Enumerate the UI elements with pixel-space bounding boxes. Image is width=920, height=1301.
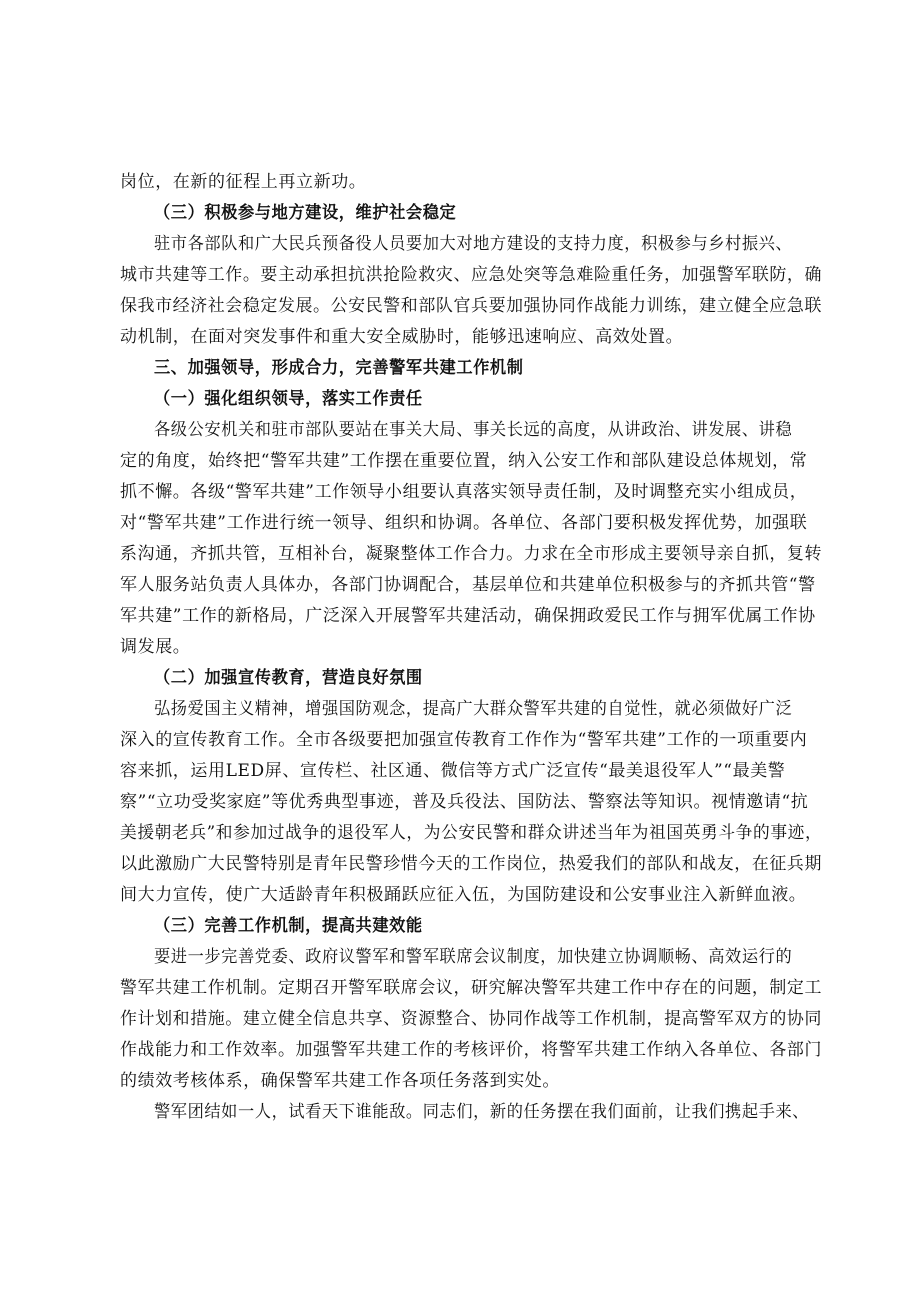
body-line: 岗位，在新的征程上再立新功。 xyxy=(120,172,367,192)
body-line: 对“警军共建”工作进行统一领导、组织和协调。各单位、各部门要积极发挥优势，加强联 xyxy=(120,513,808,533)
body-line: 美援朝老兵”和参加过战争的退役军人，为公安民警和群众讲述当年为祖国英勇斗争的事迹， xyxy=(120,823,823,843)
body-line: 深入的宣传教育工作。全市各级要把加强宣传教育工作作为“警军共建”工作的一项重要内 xyxy=(120,730,808,750)
section-heading: （三）积极参与地方建设，维护社会稳定 xyxy=(154,203,457,223)
section-heading: （二）加强宣传教育，营造良好氛围 xyxy=(154,668,423,688)
body-line: 调发展。 xyxy=(120,637,191,657)
body-line: 要进一步完善党委、政府议警军和警军联席会议制度，加快建立协调顺畅、高效运行的 xyxy=(154,947,793,967)
body-line: 系沟通，齐抓共管，互相补台，凝聚整体工作合力。力求在全市形成主要领导亲自抓，复转 xyxy=(120,544,823,564)
body-line: 容来抓，运用LED屏、宣传栏、社区通、微信等方式广泛宣传“最美退役军人”“最美警 xyxy=(120,761,786,781)
body-line: 警军团结如一人，试看天下谁能敌。同志们，新的任务摆在我们面前，让我们携起手来、 xyxy=(154,1102,810,1122)
body-line: 城市共建等工作。要主动承担抗洪抢险救灾、应急处突等急难险重任务，加强警军联防，确 xyxy=(120,265,823,285)
body-line: 察”“立功受奖家庭”等优秀典型事迹，普及兵役法、国防法、警察法等知识。视情邀请“抗 xyxy=(120,792,809,812)
body-line: 保我市经济社会稳定发展。公安民警和部队官兵要加强协同作战能力训练，建立健全应急联 xyxy=(120,296,823,316)
body-line: 作计划和措施。建立健全信息共享、资源整合、协同作战等工作机制，提高警军双方的协同 xyxy=(120,1009,823,1029)
body-line: 军人服务站负责人具体办，各部门协调配合，基层单位和共建单位积极参与的齐抓共管“警 xyxy=(120,575,816,595)
body-line: 间大力宣传，使广大适龄青年积极踊跃应征入伍，为国防建设和公安事业注入新鲜血液。 xyxy=(120,885,807,905)
body-line: 军共建”工作的新格局，广泛深入开展警军共建活动，确保拥政爱民工作与拥军优属工作协 xyxy=(120,606,816,626)
body-line: 动机制，在面对突发事件和重大安全威胁时，能够迅速响应、高效处置。 xyxy=(120,327,684,347)
body-line: 抓不懈。各级“警军共建”工作领导小组要认真落实领导责任制，及时调整充实小组成员， xyxy=(120,482,808,502)
body-line: 以此激励广大民警特别是青年民警珍惜今天的工作岗位，热爱我们的部队和战友，在征兵期 xyxy=(120,854,823,874)
body-line: 作战能力和工作效率。加强警军共建工作的考核评价，将警军共建工作纳入各单位、各部门 xyxy=(120,1040,823,1060)
section-heading: （一）强化组织领导，落实工作责任 xyxy=(154,389,423,409)
body-line: 定的角度，始终把“警军共建”工作摆在重要位置，纳入公安工作和部队建设总体规划，常 xyxy=(120,451,808,471)
body-line: 各级公安机关和驻市部队要站在事关大局、事关长远的高度，从讲政治、讲发展、讲稳 xyxy=(154,420,793,440)
body-line: 警军共建工作机制。定期召开警军联席会议，研究解决警军共建工作中存在的问题，制定工 xyxy=(120,978,823,998)
body-line: 弘扬爱国主义精神，增强国防观念，提高广大群众警军共建的自觉性，就必须做好广泛 xyxy=(154,699,793,719)
chapter-heading: 三、加强领导，形成合力，完善警军共建工作机制 xyxy=(154,358,524,378)
section-heading: （三）完善工作机制，提高共建效能 xyxy=(154,916,423,936)
body-line: 的绩效考核体系，确保警军共建工作各项任务落到实处。 xyxy=(120,1071,560,1091)
body-line: 驻市各部队和广大民兵预备役人员要加大对地方建设的支持力度，积极参与乡村振兴、 xyxy=(154,234,793,254)
